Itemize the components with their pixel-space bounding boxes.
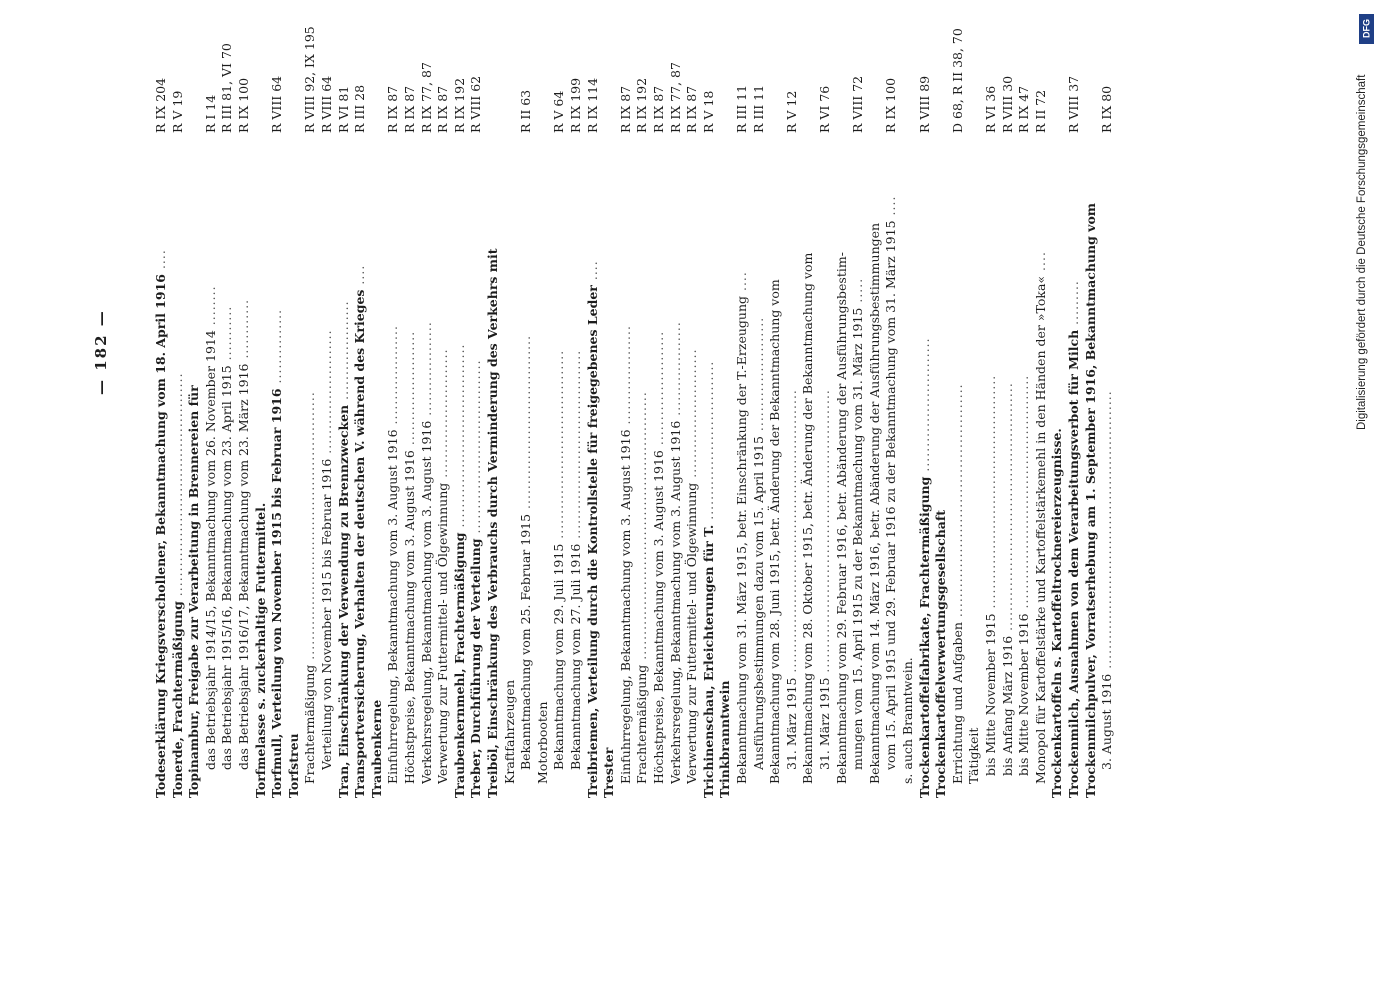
leader-dots: .................... <box>335 300 351 405</box>
index-entry-text: Ausführungsbestimmungen dazu vom 15. April 1915 <box>750 436 766 770</box>
index-entry-text: Traubenkerne <box>368 699 384 798</box>
watermark <box>1356 8 1380 430</box>
index-entry-text: Frachtermäßigung <box>634 664 650 784</box>
index-reference: R IX 100 <box>883 77 899 133</box>
index-entry-text: bis Mitte November 1915 <box>983 613 998 776</box>
index-entry-text: bis Anfang März 1916 <box>999 635 1015 776</box>
leader-dots: ...................................... <box>568 349 583 544</box>
index-reference: R IX 77, 87 <box>667 62 683 133</box>
index-entry-text: das Betriebsjahr 1916/17, Bekanntmachung vom 23. März 1916 <box>236 363 251 770</box>
leader-dots: .......................... <box>435 348 451 483</box>
index-reference: D 68, R II 38, 70 <box>949 28 965 133</box>
index-entry-text: Kraftfahrzeugen <box>501 679 517 784</box>
leader-dots: ................... <box>418 321 434 421</box>
leader-dots: ............................................... <box>1016 374 1032 614</box>
index-entry-text: Trinkbranntwein <box>717 680 733 798</box>
index-entry-text: Höchstpreise, Bekanntmachung vom 3. August 1916 <box>402 450 417 784</box>
index-reference: R VIII 92, IX 195 <box>302 26 318 133</box>
index-entry-text: Trockenmilch, Ausnahmen von dem Verarbeitungsverbot für Milch <box>1066 329 1081 798</box>
index-entry-text: Tätigkeit <box>966 727 982 784</box>
leader-dots: .... <box>1032 251 1048 276</box>
index-reference: R VIII 89 <box>916 75 932 133</box>
index-entry-text: Bekanntmachung vom 14. März 1916, betr. Abänderung der Ausführungsbestimmungen <box>866 222 882 784</box>
index-entry-text: Traubenkernmehl, Frachtermäßigung <box>451 532 467 798</box>
index-entry-text: Torfmelasse s. zuckerhaltige Futtermittel. <box>252 502 268 798</box>
index-entry-text: Torfmull, Verteilung von November 1915 bis Februar 1916 <box>269 388 285 798</box>
leader-dots: ....................... <box>750 316 766 437</box>
index-entry-text: Bekanntmachung vom 29. Februar 1916, betr. Abänderung der Ausführungsbestim- <box>833 252 849 784</box>
index-reference: R VIII 64 <box>319 75 334 133</box>
leader-dots: .... <box>584 260 600 286</box>
index-reference: R VIII 72 <box>850 75 866 133</box>
index-entry-text: Trester <box>601 747 617 798</box>
index-reference: R IX 192 <box>451 77 467 133</box>
index-entry-text: Verkehrsregelung, Bekanntmachung vom 3. August 1916 <box>667 420 683 784</box>
leader-dots: .................... <box>385 325 401 430</box>
leader-dots: ......................... <box>319 329 334 459</box>
index-entry-text: mungen vom 15. April 1915 zu der Bekanntmachung vom 31. März 1915 <box>850 307 866 770</box>
index-reference: R V 64 <box>551 90 567 133</box>
index-reference: R I 14 <box>202 94 218 133</box>
index-entry-text: das Betriebsjahr 1914/15, Bekanntmachung vom 26. November 1914 <box>202 330 218 770</box>
index-entry-text: Tonerde, Frachtermäßigung <box>169 601 185 798</box>
index-entry-text: Einfuhrregelung, Bekanntmachung vom 3. August 1916 <box>385 429 401 784</box>
leader-dots: .... <box>153 249 168 275</box>
index-reference: R II 63 <box>518 89 534 133</box>
leader-dots: ................................ <box>700 360 716 525</box>
index-reference: R IX 204 <box>153 77 168 133</box>
index-reference: R VI 81 <box>335 85 351 133</box>
index-entry-text: Verteilung von November 1915 bis Februar 1916 <box>319 458 334 770</box>
index-entry-text: Höchstpreise, Bekanntmachung vom 3. August 1916 <box>651 450 666 784</box>
index-entry-text: Trockenkartoffeln s. Kartoffeltrocknereierzeugnisse. <box>1049 428 1065 798</box>
index-entry-text: 31. März 1915 <box>817 677 832 770</box>
leader-dots: ....................... <box>651 330 666 451</box>
leader-dots: ...................................................... <box>634 391 650 665</box>
index-reference: R IX 47 <box>1016 85 1032 133</box>
index-reference: R IX 87 <box>651 85 666 133</box>
leader-dots: ........... <box>219 305 235 366</box>
leader-dots: ................... <box>667 321 683 421</box>
dfg-logo: DFG <box>1359 14 1374 44</box>
index-entry-text: das Betriebsjahr 1915/16, Bekanntmachung vom 23. April 1915 <box>219 365 235 770</box>
index-reference: R VIII 62 <box>468 75 484 133</box>
index-entry-text: Bekanntmachung vom 27. Juli 1916 <box>568 543 583 770</box>
leader-dots: ............................................. <box>169 372 185 602</box>
index-entry-text: Trockenkartoffelverwertungsgesellschaft <box>933 509 949 798</box>
index-entry-text: Bekanntmachung vom 29. Juli 1915 <box>551 543 567 770</box>
index-reference: R VIII 30 <box>999 75 1015 133</box>
index-reference: R III 11 <box>734 84 749 133</box>
leader-dots: ............................................... <box>983 374 998 614</box>
leader-dots: ................................... <box>518 334 534 514</box>
index-reference: R V 12 <box>783 90 799 133</box>
leader-dots: ................................... <box>468 359 484 539</box>
index-entry-text: Verwertung zur Futtermittel- und Ölgewinnung <box>684 482 700 784</box>
index-reference: R IX 87 <box>385 85 401 133</box>
index-reference: R IX 87 <box>402 85 417 133</box>
index-entry-text: Trockenkartoffelfabrikate, Frachtermäßigung <box>916 476 932 798</box>
index-reference: R IX 192 <box>634 77 650 133</box>
index-reference: R IX 87 <box>617 85 633 133</box>
index-entry-text: Bekanntmachung vom 31. März 1915, betr. Einschränkung der T.-Erzeugung <box>734 295 749 784</box>
index-entry-text: Bekanntmachung vom 28. Oktober 1915, betr. Änderung der Bekanntmachung vom <box>800 252 816 784</box>
leader-dots: ......................................................... <box>783 389 799 678</box>
index-reference: R IX 87 <box>435 85 451 133</box>
index-entry-text: 3. August 1916 <box>1099 673 1115 770</box>
index-reference: R VI 36 <box>983 85 998 133</box>
index-reference: R III 28 <box>352 84 368 133</box>
index-reference: R VIII 37 <box>1066 75 1081 133</box>
index-entry-text: vom 15. April 1915 und 29. Februar 1916 zu der Bekanntmachung vom 31. März 1915 <box>883 220 899 770</box>
index-entry-text: Errichtung und Aufgaben <box>949 622 965 784</box>
index-reference: R VIII 64 <box>269 75 285 133</box>
index-entry-text: Trichinenschau, Erleichterungen für T. <box>700 524 716 798</box>
leader-dots: ............... <box>269 308 285 389</box>
index-entry-text: Torfstreu <box>285 733 301 798</box>
index-entry-text: Motorbooten <box>534 701 550 784</box>
index-reference: R IX 80 <box>1099 85 1115 133</box>
index-entry-text: Transportversicherung, Verhalten der deutschen V. während des Krieges <box>352 289 368 798</box>
index-entry-text: Todeserklärung Kriegsverschollener, Bekanntmachung vom 18. April 1916 <box>153 274 168 798</box>
leader-dots: .................... <box>617 325 633 430</box>
leader-dots: .................................................. <box>999 382 1015 636</box>
index-entry-text: Topinambur, Freigabe zur Verarbeitung in Brennereien für <box>186 385 202 798</box>
leader-dots: .... <box>352 264 368 290</box>
index-entry-text: Tran, Einschränkung der Verwendung zu Brennzwecken <box>335 404 351 798</box>
index-entry-text: 31. März 1915 <box>783 677 799 770</box>
leader-dots: ........................... <box>916 337 932 477</box>
leader-dots: ..................................... <box>451 343 467 533</box>
index-entry-text: Trockenmilchpulver, Vorratserhebung am 1. September 1916, Bekanntmachung vom <box>1082 202 1098 798</box>
index-entry-text: Bekanntmachung vom 28. Juni 1915, betr. Änderung der Bekanntmachung vom <box>767 279 783 784</box>
leader-dots: ....................... <box>402 330 417 451</box>
watermark-text: Digitalisierung gefördert durch die Deutsche Forschungsgemeinschaft <box>1356 74 1368 430</box>
leader-dots: ..... <box>850 277 866 308</box>
index-reference: R VI 76 <box>817 85 832 133</box>
leader-dots: .......................... <box>684 348 700 483</box>
index-reference: R IX 114 <box>584 77 600 133</box>
leader-dots: .... <box>734 271 749 296</box>
index-reference: R IX 87 <box>684 85 700 133</box>
index-entry-text: Treber, Durchführung der Verteilung <box>468 538 484 798</box>
index-reference: R III 81, VI 70 <box>219 43 235 133</box>
index-entry-text: Verwertung zur Futtermittel- und Ölgewinnung <box>435 482 451 784</box>
index-reference: R IX 199 <box>568 77 583 133</box>
index-entry-text: Treibriemen, Verteilung durch die Kontrollstelle für freigegebenes Leder <box>584 285 600 798</box>
leader-dots: ...................................................... <box>302 391 318 665</box>
leader-dots: ......................................................... <box>817 389 832 678</box>
leader-dots: ......... <box>1066 280 1081 330</box>
index-entry-text: Monopol für Kartoffelstärke und Kartoffelstärkemehl in den Händen der »Toka« <box>1032 275 1048 784</box>
index-entry-text: Treiböl, Einschränkung des Verbrauchs durch Verminderung des Verkehrs mit <box>485 248 500 798</box>
leader-dots: ............ <box>236 298 251 364</box>
index-entry-text: Verkehrsregelung, Bekanntmachung vom 3. August 1916 <box>418 420 434 784</box>
index-entry-text: Bekanntmachung vom 25. Februar 1915 <box>518 513 534 770</box>
index-reference: R V 19 <box>169 90 185 133</box>
index-entry-text: bis Mitte November 1916 <box>1016 613 1032 776</box>
leader-dots: ........................................................ <box>1099 390 1115 674</box>
index-reference: R V 18 <box>700 90 716 133</box>
index-reference: R IX 77, 87 <box>418 62 434 133</box>
index-reference: R III 11 <box>750 84 766 133</box>
leader-dots: ............................................... <box>949 383 965 623</box>
leader-dots: ........ <box>202 285 218 331</box>
index-content <box>150 8 1240 808</box>
index-reference: R II 72 <box>1032 89 1048 133</box>
page-number: — 182 — <box>92 309 110 395</box>
leader-dots: ...................................... <box>551 349 567 544</box>
leader-dots: .... <box>883 195 899 221</box>
index-reference: R IX 100 <box>236 77 251 133</box>
index-entry-text: Frachtermäßigung <box>302 664 318 784</box>
index-entry-text: s. auch Branntwein. <box>900 657 915 784</box>
index-entry-text: Einfuhrregelung, Bekanntmachung vom 3. August 1916 <box>617 429 633 784</box>
index-line <box>1096 138 1118 770</box>
